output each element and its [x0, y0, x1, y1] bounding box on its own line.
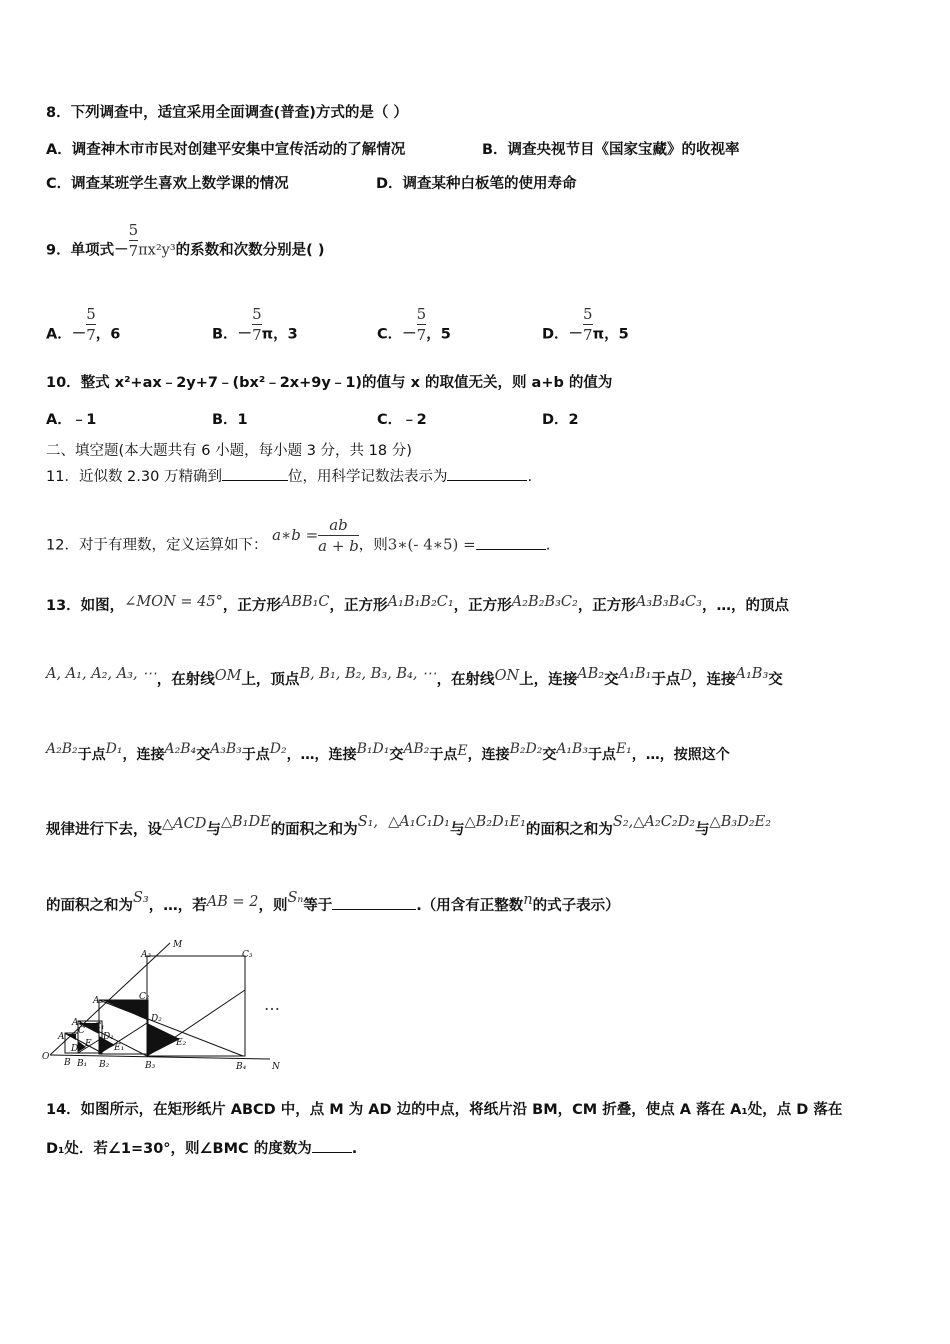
q9-opt-tail: ，6	[95, 326, 121, 343]
math: D₂	[269, 741, 287, 757]
q9-opt-den: 7	[86, 326, 96, 344]
q14-line-2	[46, 1138, 357, 1159]
q10-stem: 10．整式 x²+ax﹣2y+7﹣(bx²﹣2x+9y﹣1)的值与 x 的取值无关，则 a+b 的值为	[46, 375, 613, 391]
q12-part2: ，则	[358, 537, 388, 554]
q14-end: .	[351, 1141, 358, 1157]
math: AB₂	[403, 741, 430, 757]
q10-option-c: C．﹣2	[377, 412, 427, 428]
q13-line-3	[46, 741, 730, 765]
text: 13．如图，	[46, 598, 125, 614]
text: 上，顶点	[241, 672, 300, 688]
label-b2: B₂	[99, 1060, 110, 1070]
label-d1: D₁	[103, 1032, 114, 1042]
math: A₁B₁B₂C₁	[387, 594, 454, 610]
q9-option-d	[542, 305, 629, 355]
text: 于点	[587, 747, 616, 763]
math: A₂B₂	[46, 741, 78, 757]
q11-part3: .	[527, 469, 533, 485]
math: Sₙ	[287, 890, 304, 906]
math: B₁D₁	[356, 741, 390, 757]
q13-figure	[40, 935, 340, 1075]
math: A, A₁, A₂, A₃, ⋯	[46, 666, 157, 682]
q9-opt-num: 5	[583, 305, 593, 323]
q9-opt-num: 5	[252, 305, 262, 323]
text: 交	[389, 747, 404, 763]
label-a3: A₃	[141, 950, 152, 960]
text: ，正方形	[577, 598, 636, 614]
text: 的面积之和为	[525, 822, 613, 838]
label-m: M	[173, 940, 183, 950]
text: ，正方形	[222, 598, 281, 614]
q9-prefix: 9．单项式－	[46, 242, 129, 259]
text: 交	[768, 672, 783, 688]
text: ，…，连接	[286, 747, 357, 763]
q9-opt-tail: π，3	[261, 326, 298, 343]
q12-lhs: a∗b =	[272, 525, 319, 544]
text: ，在射线	[156, 672, 215, 688]
q9-option-c	[377, 305, 451, 355]
text: ，正方形	[329, 598, 388, 614]
q12-blank[interactable]	[476, 535, 546, 550]
math: A₂B₄	[164, 741, 197, 757]
q11-part1: 11．近似数 2.30 万精确到	[46, 469, 222, 485]
text: ，连接	[467, 747, 510, 763]
q11-stem	[46, 466, 532, 487]
q11-blank-2[interactable]	[447, 466, 527, 481]
q13-line-2	[46, 666, 783, 690]
q8-option-c: C．调查某班学生喜欢上数学课的情况	[46, 176, 289, 192]
math: S₁,	[357, 814, 379, 830]
label-a2: A₂	[93, 996, 104, 1006]
label-e2: E₂	[176, 1038, 187, 1048]
q9-option-label: D．－	[542, 326, 584, 343]
label-d2: D₂	[151, 1014, 162, 1024]
q9-opt-den: 7	[583, 326, 593, 344]
section-heading: 二、填空题(本大题共有 6 小题，每小题 3 分，共 18 分)	[46, 443, 412, 459]
text: 等于	[303, 898, 333, 914]
q11-part2: 位，用科学记数法表示为	[287, 469, 448, 485]
math: △B₂D₁E₁	[464, 814, 526, 830]
text: ，正方形	[453, 598, 512, 614]
math: A₁B₃	[556, 741, 588, 757]
text: ，…，按照这个	[631, 747, 730, 763]
q9-stem	[46, 221, 325, 271]
math: AB₂	[577, 666, 605, 682]
math: S₂,△A₂C₂D₂	[612, 814, 696, 830]
q9-opt-num: 5	[86, 305, 96, 323]
text: ，连接	[692, 672, 736, 688]
label-e: E	[85, 1039, 92, 1049]
math: ∠MON = 45°	[124, 594, 223, 610]
q9-opt-den: 7	[252, 326, 262, 344]
label-b1: B₁	[77, 1059, 88, 1069]
math: △A₁C₁D₁	[388, 814, 450, 830]
label-b3: B₃	[145, 1061, 156, 1071]
q9-option-label: A．－	[46, 326, 87, 343]
q9-option-a	[46, 305, 121, 355]
math: ABB₁C	[280, 594, 330, 610]
math: D	[680, 668, 692, 684]
figure-ellipsis: …	[264, 995, 280, 1014]
q9-opt-tail: ，5	[426, 326, 451, 343]
label-c1: C₁	[94, 1022, 105, 1032]
shaded-triangle	[102, 1000, 147, 1020]
q12-part1: 12．对于有理数，定义运算如下：	[46, 537, 268, 554]
math: OM	[214, 668, 242, 684]
label-b: B	[64, 1058, 71, 1068]
label-a: A	[58, 1032, 65, 1042]
text: 规律进行下去，设	[46, 822, 162, 838]
q8-option-a: A．调查神木市市民对创建平安集中宣传活动的了解情况	[46, 142, 406, 158]
q9-opt-tail: π，5	[592, 326, 629, 343]
text: 的面积之和为	[270, 822, 358, 838]
q8-option-b: B．调查央视节目《国家宝藏》的收视率	[482, 142, 740, 158]
text: 与	[449, 822, 465, 838]
label-c: C	[78, 1026, 85, 1036]
text: 于点	[241, 747, 270, 763]
label-e1: E₁	[114, 1043, 125, 1053]
math: D₁	[105, 741, 123, 757]
q12-fraction	[318, 515, 359, 556]
q12-part3: .	[545, 537, 551, 554]
math: A₁B₁	[618, 666, 652, 682]
text: 于点	[77, 747, 106, 763]
text: ，则	[258, 898, 288, 914]
text: ，…，的顶点	[701, 598, 789, 614]
q12-stem	[46, 516, 551, 566]
text: 于点	[651, 672, 681, 688]
math: A₃B₃	[210, 741, 242, 757]
text: 与	[695, 822, 710, 838]
math: △B₃D₂E₂	[709, 814, 772, 830]
text: 于点	[429, 747, 458, 763]
q9-option-label: C．－	[377, 326, 417, 343]
label-o: O	[42, 1052, 50, 1062]
text: 交	[542, 747, 557, 763]
q11-blank-1[interactable]	[222, 466, 288, 481]
label-d: D	[71, 1044, 79, 1054]
q12-frac-den: a + b	[318, 537, 359, 555]
label-b4: B₄	[236, 1062, 247, 1072]
q9-opt-num: 5	[416, 305, 427, 323]
q13-line-4	[46, 814, 772, 840]
math: △ACD	[162, 816, 207, 832]
q9-suffix: 的系数和次数分别是( )	[175, 242, 325, 259]
q14-line-1: 14．如图所示，在矩形纸片 ABCD 中，点 M 为 AD 边的中点，将纸片沿 BM，CM 折叠，使点 A 落在 A₁处，点 D 落在	[46, 1102, 843, 1118]
q10-option-b: B．1	[212, 412, 248, 428]
q12-expr: 3∗(- 4∗5) =	[387, 535, 476, 554]
math: n	[523, 892, 533, 908]
math: B, B₁, B₂, B₃, B₄, ⋯	[299, 666, 437, 682]
q8-option-d: D．调查某种白板笔的使用寿命	[376, 176, 577, 192]
math: A₂B₂B₃C₂	[511, 594, 578, 610]
math: A₃B₃B₄C₃	[635, 594, 702, 610]
q13-line-5	[46, 890, 620, 916]
text: 的面积之和为	[46, 898, 133, 914]
math: E	[457, 743, 468, 759]
q10-option-a: A．﹣1	[46, 412, 97, 428]
math: A₁B₃	[735, 666, 769, 682]
math: △B₁DE	[220, 814, 271, 830]
q10-option-d: D．2	[542, 412, 579, 428]
q14-text: D₁处．若∠1=30°，则∠BMC 的度数为	[46, 1141, 312, 1157]
q9-frac-num: 5	[128, 221, 139, 239]
math: S₃	[133, 890, 149, 906]
label-c2: C₂	[139, 992, 150, 1002]
text: ，连接	[122, 747, 165, 763]
math: ON	[494, 668, 520, 684]
text: 的式子表示）	[532, 898, 620, 914]
text: .（用含有正整数	[416, 898, 524, 914]
q9-expr: πx²y³	[138, 242, 176, 259]
q13-blank[interactable]	[332, 895, 416, 910]
text: 交	[604, 672, 619, 688]
text: ，在射线	[436, 672, 495, 688]
q9-frac-den: 7	[128, 242, 139, 260]
text: ，…，若	[148, 898, 207, 914]
q9-opt-den: 7	[416, 326, 427, 344]
q12-frac-num: ab	[329, 516, 348, 534]
label-n: N	[272, 1062, 280, 1072]
q9-option-label: B．－	[212, 326, 253, 343]
q8-stem: 8．下列调查中，适宜采用全面调查(普查)方式的是（ ）	[46, 105, 408, 121]
text: 上，连接	[519, 672, 578, 688]
text: 与	[206, 822, 221, 838]
q14-blank[interactable]	[312, 1138, 352, 1153]
math: E₁	[615, 741, 632, 757]
q9-option-b	[212, 305, 298, 355]
math: B₂D₂	[509, 741, 543, 757]
label-a1: A₁	[72, 1018, 83, 1028]
q9-fraction	[129, 220, 139, 261]
label-c3: C₃	[242, 950, 253, 960]
text: 交	[196, 747, 211, 763]
q13-line-1	[46, 596, 789, 616]
math: AB = 2	[206, 894, 259, 910]
